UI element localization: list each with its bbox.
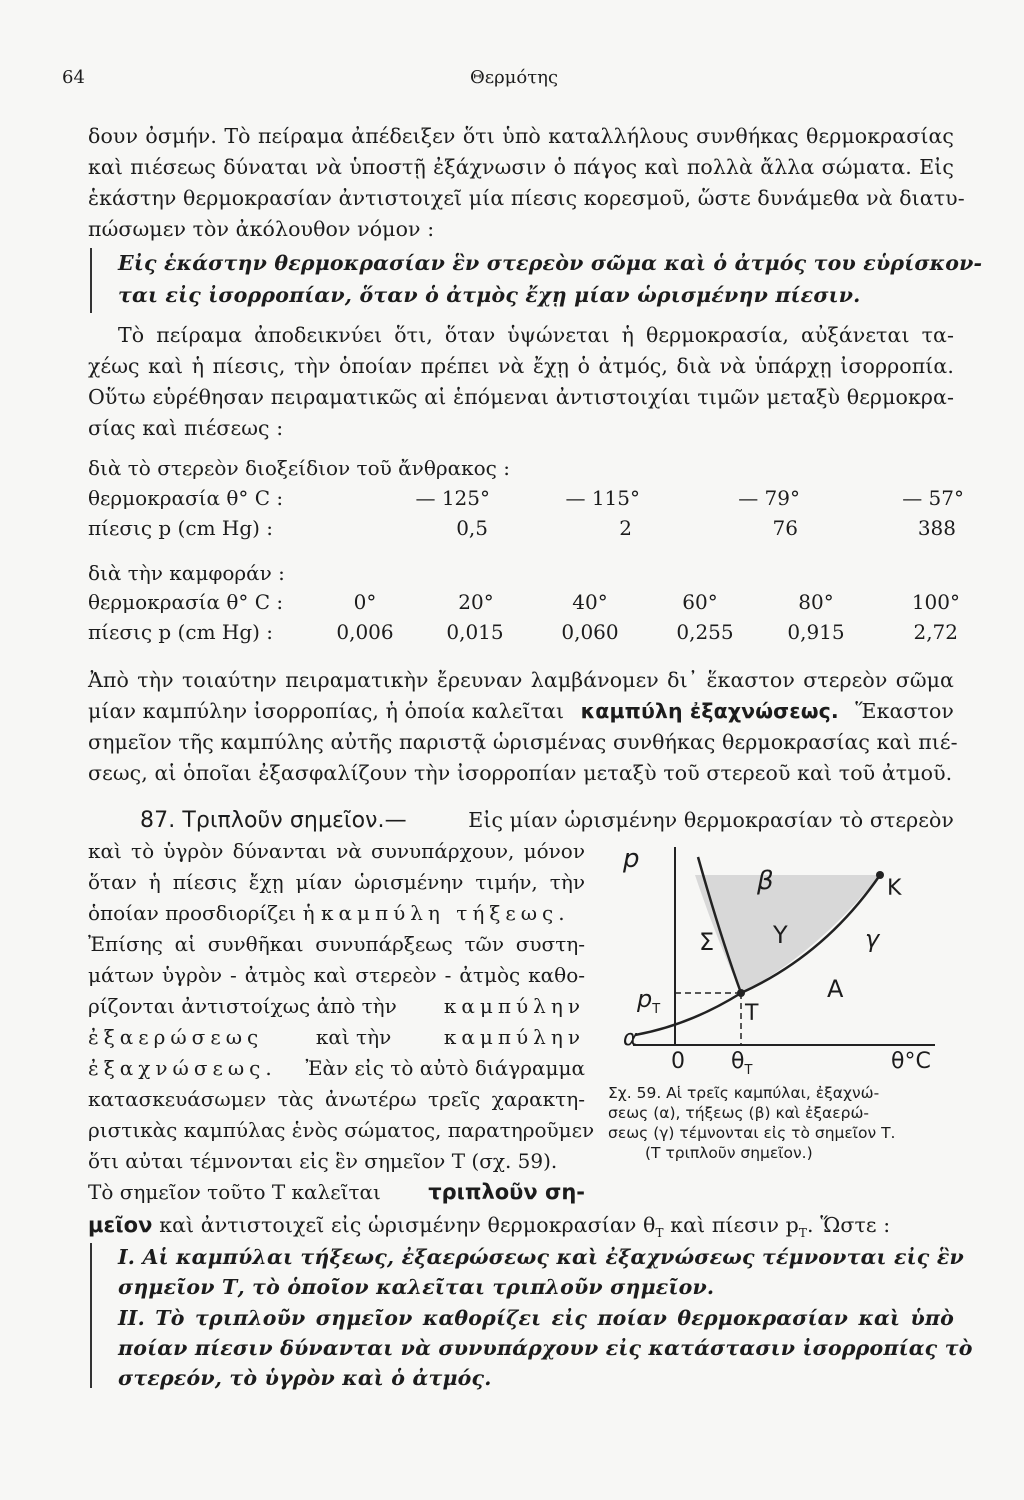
text-line: σεως, αἱ ὁποῖαι ἐξασφαλίζουν τὴν ἰσορροπίαν μεταξὺ τοῦ στερεοῦ καὶ τοῦ ἀτμοῦ. [88,761,953,785]
table-cell: 0,255 [676,620,734,644]
text-line: Τὸ πείραμα ἀποδεικνύει ὅτι, ὅταν ὑψώνεται ἡ θερμοκρασία, αὐξάνεται τα- [118,323,954,347]
text-line: Οὕτω εὑρέθησαν πειραματικῶς αἱ ἑπόμεναι ἀντιστοιχίαι τιμῶν μεταξὺ θερμοκρα- [88,385,954,409]
table-cell: 76 [772,516,798,540]
table-row-label: πίεσις p (cm Hg) : [88,620,274,644]
label-T: Τ [745,1001,759,1026]
label-K: Κ [887,876,902,901]
text-line [88,1022,585,1053]
text-line [88,898,585,929]
phase-diagram [595,835,975,1080]
label-pT-text: p [637,985,653,1013]
text-line: χέως καὶ ἡ πίεσις, τὴν ὁποίαν πρέπει νὰ ἔχῃ ὁ ἀτμός, διὰ νὰ ὑπάρχῃ ἰσορροπία. [88,354,954,378]
text-line: δουν ὀσμήν. Τὸ πείραμα ἀπέδειξεν ὅτι ὑπὸ καταλλήλους συνθήκας θερμοκρασίας [88,124,954,148]
label-beta: β [757,866,774,896]
table-cell: 2,72 [913,620,958,644]
text-span: Ἕκαστον [855,699,954,723]
section-heading-line [140,805,954,836]
table-cell: 388 [917,516,956,540]
term-vapor-curve: καμπύλην [443,994,585,1018]
law-line: Εἰς ἑκάστην θερμοκρασίαν ἓν στερεὸν σῶμα καὶ ὁ ἀτμός του εὑρίσκον- [118,251,983,275]
table-cell: 0° [353,590,377,614]
table-cell: 20° [458,590,494,614]
label-thetaT [731,1049,752,1078]
text-span: μίαν καμπύλην ἰσορροπίας, ἡ ὁποία καλεῖται [88,699,565,723]
running-title: Θερμότης [470,67,559,88]
label-A: Α [827,975,844,1003]
conclusion-line: Ι. Αἱ καμπύλαι τήξεως, ἐξαερώσεως καὶ ἐξαχνώσεως τέμνονται εἰς ἓν [118,1245,964,1269]
text-line: σίας καὶ πιέσεως : [88,416,284,440]
table-cell: 0,060 [561,620,619,644]
page-number: 64 [62,67,85,88]
table-cell: 0,5 [456,516,488,540]
table-cell: 0,006 [336,620,394,644]
label-thetaT-sub: Τ [744,1063,753,1078]
conclusion-line: ποίαν πίεσιν δύνανται νὰ συνυπάρχουν εἰς κατάστασιν ἰσορροπίας τὸ [118,1336,973,1360]
table-cell: 0,015 [446,620,504,644]
term-triple-point: τριπλοῦν ση- [428,1180,585,1204]
table-cell: 80° [798,590,834,614]
subscript: Τ [655,1226,664,1241]
law-margin-bar [90,248,92,313]
term-sublimation-curve-2: καμπύλην [443,1025,585,1049]
table-caption: διὰ τὴν καμφοράν : [88,561,285,585]
text-span: Τὸ σημεῖον τοῦτο Τ καλεῖται [88,1180,381,1204]
text-line: ἑκάστην θερμοκρασίαν ἀντιστοιχεῖ μία πίεσις κορεσμοῦ, ὥστε δυνάμεθα νὰ διατυ- [88,186,965,210]
triple-point-marker [737,989,745,997]
text-span: καὶ τὴν [315,1025,392,1049]
table-cell: — 125° [415,486,490,510]
law-line: ται εἰς ἰσορροπίαν, ὅταν ὁ ἀτμὸς ἔχῃ μίαν ὡρισμένην πίεσιν. [118,283,861,307]
figure-caption-line: Σχ. 59. Αἱ τρεῖς καμπύλαι, ἐξαχνώ- [608,1084,880,1102]
section-title: 87. Τριπλοῦν σημεῖον.— [140,808,407,833]
label-gamma: γ [865,925,880,953]
table-cell: — 57° [902,486,964,510]
label-pT-sub: Τ [652,1002,661,1017]
table-cell: — 115° [565,486,640,510]
text-line: σημεῖον τῆς καμπύλης αὐτῆς παριστᾷ ὡρισμένας συνθήκας θερμοκρασίας καὶ πιέ- [88,730,958,754]
conclusion-line: σημεῖον Τ, τὸ ὁποῖον καλεῖται τριπλοῦν σημεῖον. [118,1275,715,1299]
table-row-label: θερμοκρασία θ° C : [88,486,284,510]
conclusion-line: στερεόν, τὸ ὑγρὸν καὶ ὁ ἀτμός. [118,1366,492,1390]
label-Sigma: Σ [699,928,715,956]
text-span: ρίζονται ἀντιστοίχως ἀπὸ τὴν [88,994,397,1018]
text-line: κατασκευάσωμεν τὰς ἀνωτέρω τρεῖς χαρακτη- [88,1087,585,1111]
text-line [88,1177,585,1208]
text-line: ὅτι αὐται τέμνονται εἰς ἓν σημεῖον Τ (σχ. 59). [88,1149,558,1173]
figure-caption-line: σεως (α), τήξεως (β) καὶ ἐξαερώ- [608,1104,870,1122]
text-span: Εἰς μίαν ὡρισμένην θερμοκρασίαν τὸ στερεὸν [468,808,954,832]
figure-caption-line: (Τ τριπλοῦν σημεῖον.) [645,1144,813,1162]
term-vapor-curve-2: ἐξαερώσεως [88,1025,264,1049]
text-line: Ἀπὸ τὴν τοιαύτην πειραματικὴν ἔρευναν λαμβάνομεν δι᾽ ἕκαστον στερεὸν σῶμα [88,668,954,692]
text-span: . Ὥστε : [807,1213,891,1237]
text-line: Ἐπίσης αἱ συνθῆκαι συνυπάρξεως τῶν συστη- [88,932,585,956]
text-span: καὶ πίεσιν p [670,1213,799,1237]
text-line: καὶ τὸ ὑγρὸν δύνανται νὰ συνυπάρχουν, μόνον [88,839,585,863]
text-line: πώσωμεν τὸν ἀκόλουθον νόμον : [88,217,435,241]
text-line [88,696,954,727]
table-caption: διὰ τὸ στερεὸν διοξείδιον τοῦ ἄνθρακος : [88,456,510,480]
figure-caption-line: σεως (γ) τέμνονται εἰς τὸ σημεῖον Τ. [608,1124,896,1142]
text-line: μάτων ὑγρὸν - ἀτμὸς καὶ στερεὸν - ἀτμὸς καθο- [88,963,585,987]
table-row-label: θερμοκρασία θ° C : [88,590,284,614]
text-span: καὶ ἀντιστοιχεῖ εἰς ὡρισμένην θερμοκρασίαν θ [159,1213,656,1237]
conclusion-line: ΙΙ. Τὸ τριπλοῦν σημεῖον καθορίζει εἰς ποίαν θερμοκρασίαν καὶ ὑπὸ [118,1306,954,1330]
term-fusion-curve: καμπύλη τήξεως. [320,901,570,925]
term-sublimation-curve-3: ἐξαχνώσεως. [88,1056,277,1080]
text-line: ὅταν ἡ πίεσις ἔχῃ μίαν ὡρισμένην τιμήν, τὴν [88,870,585,894]
label-thetaT-text: θ [731,1049,745,1074]
critical-point-marker [876,871,884,879]
term-sublimation-curve: καμπύλη ἐξαχνώσεως. [580,699,839,723]
text-span: ὁποίαν προσδιορίζει ἡ [88,901,315,925]
table-cell: 60° [682,590,718,614]
label-pT [636,985,660,1017]
table-cell: — 79° [738,486,800,510]
label-alpha: α [623,1026,638,1051]
label-Y: Υ [773,921,788,949]
axis-label-p: p [623,844,640,874]
table-cell: 2 [619,516,632,540]
table-cell: 0,915 [787,620,845,644]
text-line [88,1053,585,1084]
axis-label-theta: θ°C [891,1049,931,1074]
text-line [88,991,585,1022]
conclusion-margin-bar [90,1243,92,1388]
subscript: Τ [798,1226,808,1241]
term-triple-point-2: μεῖον [88,1213,153,1237]
table-row-label: πίεσις p (cm Hg) : [88,516,274,540]
text-line: ριστικὰς καμπύλας ἑνὸς σώματος, παρατηροῦμεν [88,1118,595,1142]
label-origin: 0 [671,1049,685,1074]
table-cell: 40° [572,590,608,614]
text-line: καὶ πιέσεως δύναται νὰ ὑποστῇ ἐξάχνωσιν ὁ πάγος καὶ πολλὰ ἄλλα σώματα. Εἰς [88,155,954,179]
text-span: Ἐὰν εἰς τὸ αὐτὸ διάγραμμα [305,1056,585,1080]
table-cell: 100° [911,590,960,614]
